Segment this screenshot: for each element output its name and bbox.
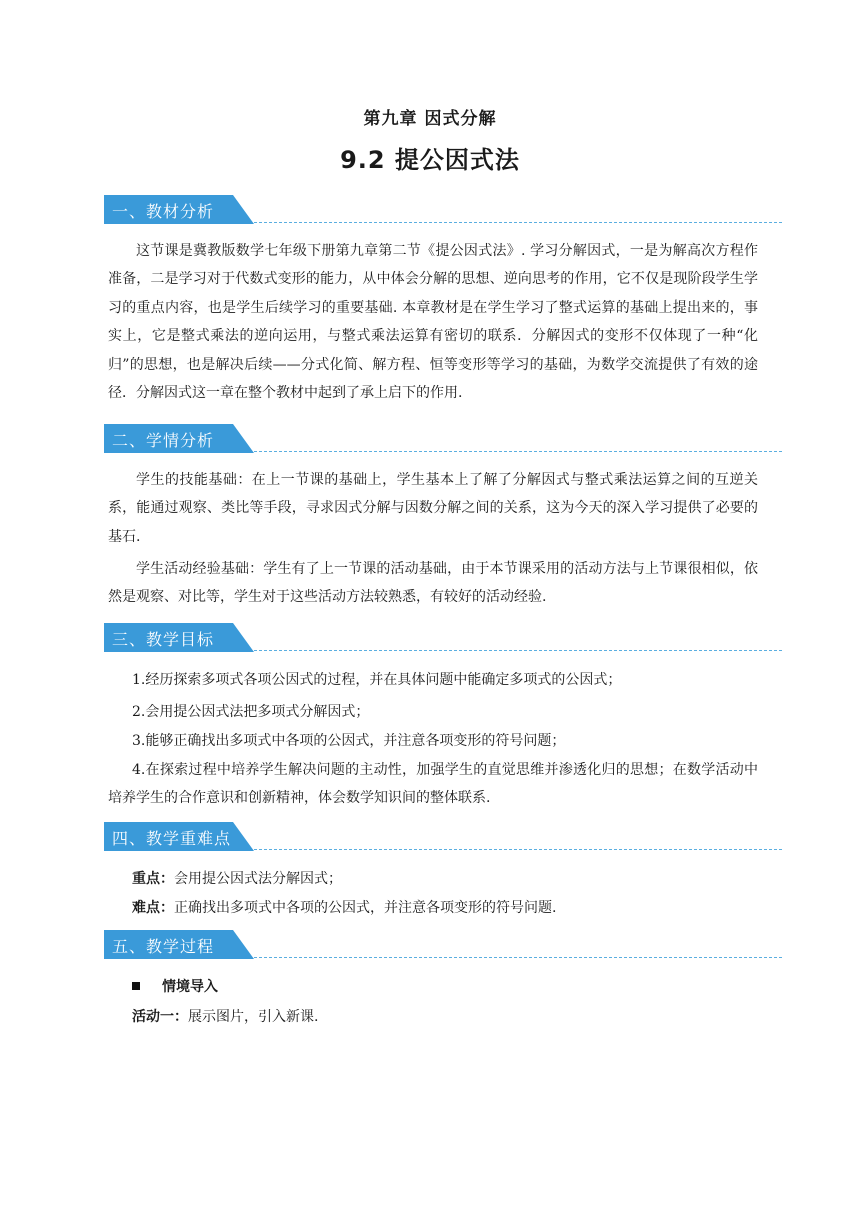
section-header-teaching-process — [104, 930, 782, 962]
activity-label: 活动一： — [132, 1009, 188, 1025]
goal-item: 3.能够正确找出多项式中各项的公因式，并注意各项变形的符号问题； — [132, 733, 566, 749]
difficult-point-label: 难点： — [132, 900, 174, 916]
section-header-key-points — [104, 822, 782, 854]
activity-line — [108, 1003, 758, 1031]
activity-text: 展示图片，引入新课. — [188, 1009, 319, 1025]
key-point — [108, 865, 758, 893]
section-label: 一、教材分析 — [112, 202, 215, 221]
bullet-heading — [132, 976, 218, 996]
paragraph: 学生的技能基础：在上一节课的基础上，学生基本上了解了分解因式与整式乘法运算之间的互逆关系，能通过观察、类比等手段，寻求因式分解与因数分解之间的关系，这为今天的深入学习提供了必要的基石. — [108, 472, 758, 545]
dashed-divider — [254, 222, 782, 223]
chapter-heading: 第九章 因式分解 — [363, 109, 497, 129]
section-header-teaching-goals — [104, 623, 782, 655]
section-label: 四、教学重难点 — [112, 829, 232, 848]
difficult-point-text: 正确找出多项式中各项的公因式，并注意各项变形的符号问题. — [174, 900, 557, 916]
section-header-textbook-analysis — [104, 195, 782, 227]
key-point-label: 重点： — [132, 871, 174, 887]
section-label: 三、教学目标 — [112, 630, 215, 649]
dashed-divider — [254, 957, 782, 958]
paragraph: 学生活动经验基础：学生有了上一节课的活动基础，由于本节课采用的活动方法与上节课很相似，依然是观察、对比等，学生对于这些活动方法较熟悉，有较好的活动经验. — [108, 561, 758, 606]
section-header-student-analysis — [104, 424, 782, 456]
dashed-divider — [254, 849, 782, 850]
goal-item: 2.会用提公因式法把多项式分解因式； — [132, 704, 370, 720]
goal-item: 4.在探索过程中培养学生解决问题的主动性，加强学生的直觉思维并渗透化归的思想；在数学活动中培养学生的合作意识和创新精神，体会数学知识间的整体联系. — [108, 762, 758, 806]
dashed-divider — [254, 451, 782, 452]
dashed-divider — [254, 650, 782, 651]
square-bullet-icon — [132, 982, 140, 990]
difficult-point — [108, 894, 758, 922]
section-label: 五、教学过程 — [112, 937, 215, 956]
goal-item: 1.经历探索多项式各项公因式的过程，并在具体问题中能确定多项式的公因式； — [132, 672, 622, 688]
paragraph: 这节课是冀教版数学七年级下册第九章第二节《提公因式法》. 学习分解因式，一是为解高次方程作准备，二是学习对于代数式变形的能力，从中体会分解的思想、逆向思考的作用，它不仅是现阶段学生学习的重点内容，也是学生后续学习的重要基础. 本章教材是在学生学习了整式运算的基础上提出来的，事实上，它是整式乘法的逆向运用，与整式乘法运算有密切的联系．分解因式的变形不仅体现了一种“化归”的思想，也是解决后续——分式化简、解方程、恒等变形等学习的基础，为数学交流提供了有效的途径．分解因式这一章在整个教材中起到了承上启下的作用. — [108, 243, 758, 402]
key-point-text: 会用提公因式法分解因式； — [174, 871, 342, 887]
page-title: 9.2 提公因式法 — [340, 146, 520, 174]
bullet-heading-text: 情境导入 — [162, 979, 218, 995]
section-label: 二、学情分析 — [112, 431, 215, 450]
